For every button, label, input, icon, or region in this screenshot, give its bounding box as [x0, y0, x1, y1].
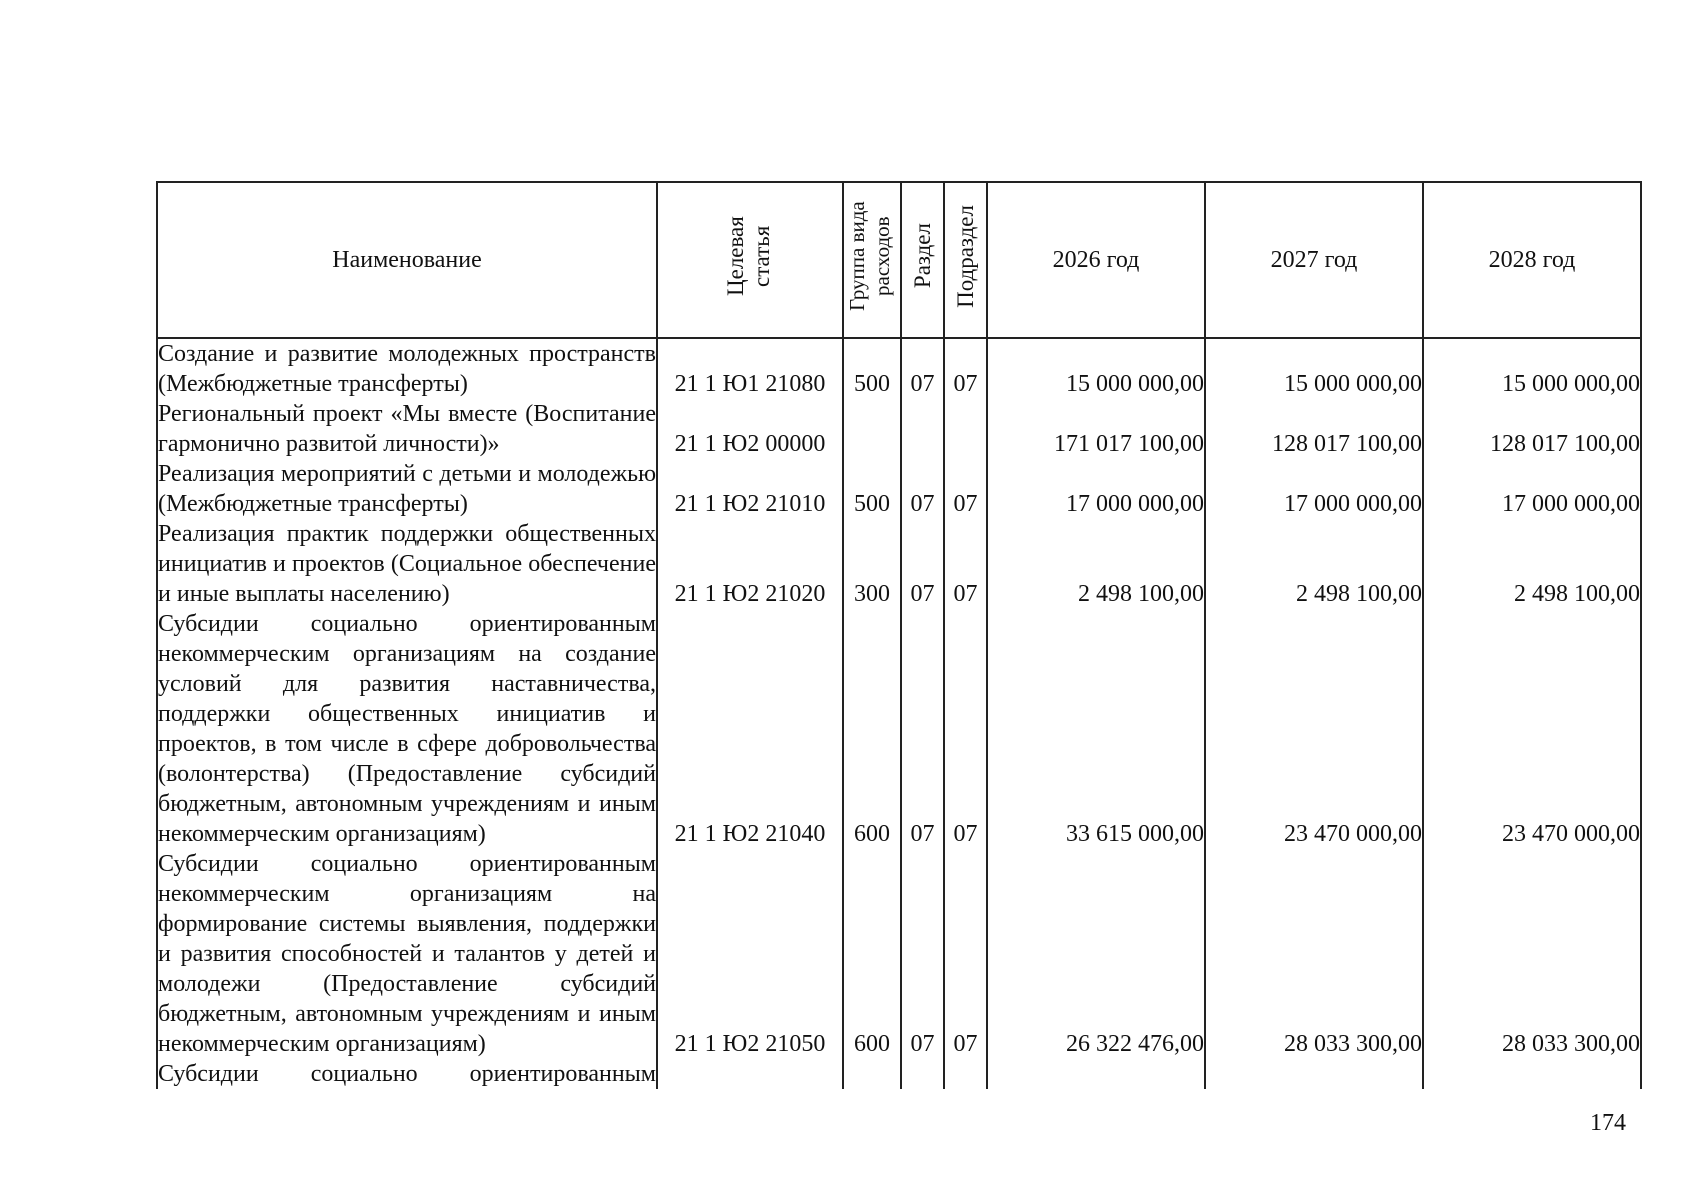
cell-y2027 — [1205, 1059, 1423, 1089]
cell-group: 500 — [843, 338, 901, 399]
cell-code: 21 1 Ю2 21040 — [657, 609, 843, 849]
cell-group: 600 — [843, 849, 901, 1059]
table-row — [157, 609, 1641, 849]
cell-subsection — [944, 1059, 987, 1089]
cell-code: 21 1 Ю2 21010 — [657, 459, 843, 519]
table-header-row — [157, 182, 1641, 338]
page-number: 174 — [1590, 1110, 1626, 1136]
cell-subsection: 07 — [944, 338, 987, 399]
cell-y2028: 15 000 000,00 — [1423, 338, 1641, 399]
cell-group — [843, 1059, 901, 1089]
cell-code: 21 1 Ю1 21080 — [657, 338, 843, 399]
cell-y2028: 128 017 100,00 — [1423, 399, 1641, 459]
cell-y2028: 17 000 000,00 — [1423, 459, 1641, 519]
cell-y2027: 2 498 100,00 — [1205, 519, 1423, 609]
cell-section — [901, 1059, 944, 1089]
cell-y2027: 15 000 000,00 — [1205, 338, 1423, 399]
cell-y2026 — [987, 1059, 1205, 1089]
cell-group — [843, 399, 901, 459]
header-2028: 2028 год — [1423, 182, 1641, 338]
cell-code — [657, 1059, 843, 1089]
cell-group: 500 — [843, 459, 901, 519]
cell-name: Создание и развитие молодежных пространств (Межбюджетные трансферты) — [157, 338, 657, 399]
header-section: Раздел — [901, 182, 944, 338]
cell-y2026: 33 615 000,00 — [987, 609, 1205, 849]
cell-name: Субсидии социально ориентированным некоммерческим организациям на создание условий для развития наставничества, поддержки общественных инициатив и проектов, в том числе в сфере добровольчества (волонтерства) (Предоставление субсидий бюджетным, автономным учреждениям и иным некоммерческим организациям) — [158, 611, 656, 847]
header-2027: 2027 год — [1205, 182, 1423, 338]
table-row — [157, 459, 1641, 519]
cell-section: 07 — [901, 519, 944, 609]
cell-y2026: 2 498 100,00 — [987, 519, 1205, 609]
cell-y2028: 28 033 300,00 — [1423, 849, 1641, 1059]
table-row — [157, 399, 1641, 459]
cell-subsection: 07 — [944, 609, 987, 849]
cell-y2027: 28 033 300,00 — [1205, 849, 1423, 1059]
table-body — [157, 338, 1641, 1089]
cell-y2028: 2 498 100,00 — [1423, 519, 1641, 609]
table-row — [157, 1059, 1641, 1089]
table-row — [157, 519, 1641, 609]
cell-y2028 — [1423, 1059, 1641, 1089]
cell-code: 21 1 Ю2 00000 — [657, 399, 843, 459]
cell-section — [901, 399, 944, 459]
header-target-article: Целевая статья — [657, 182, 843, 338]
cell-y2027: 128 017 100,00 — [1205, 399, 1423, 459]
cell-section: 07 — [901, 459, 944, 519]
cell-subsection: 07 — [944, 849, 987, 1059]
cell-name: Региональный проект «Мы вместе (Воспитание гармонично развитой личности)» — [158, 401, 656, 457]
cell-y2027: 17 000 000,00 — [1205, 459, 1423, 519]
header-name: Наименование — [157, 182, 657, 338]
cell-y2026: 17 000 000,00 — [987, 459, 1205, 519]
cell-group: 300 — [843, 519, 901, 609]
budget-table — [156, 181, 1642, 1089]
cell-name: Субсидии социально ориентированным некоммерческим организациям на формирование системы выявления, поддержки и развития способностей и талантов у детей и молодежи (Предоставление субсидий бюджетным, автономным учреждениям и иным некоммерческим организациям) — [158, 851, 656, 1057]
header-expense-group: Группа вида расходов — [843, 182, 901, 338]
cell-name: Реализация практик поддержки общественных инициатив и проектов (Социальное обеспечение и иные выплаты населению) — [158, 521, 656, 607]
cell-group: 600 — [843, 609, 901, 849]
cell-y2026: 15 000 000,00 — [987, 338, 1205, 399]
table-row — [157, 849, 1641, 1059]
cell-section: 07 — [901, 849, 944, 1059]
cell-subsection — [944, 399, 987, 459]
cell-y2028: 23 470 000,00 — [1423, 609, 1641, 849]
cell-code: 21 1 Ю2 21020 — [657, 519, 843, 609]
cell-y2027: 23 470 000,00 — [1205, 609, 1423, 849]
cell-code: 21 1 Ю2 21050 — [657, 849, 843, 1059]
cell-name: Реализация мероприятий с детьми и молодежью (Межбюджетные трансферты) — [158, 461, 656, 517]
header-2026: 2026 год — [987, 182, 1205, 338]
cell-subsection: 07 — [944, 519, 987, 609]
cell-subsection: 07 — [944, 459, 987, 519]
cell-name: Субсидии социально ориентированным — [158, 1061, 656, 1087]
cell-y2026: 26 322 476,00 — [987, 849, 1205, 1059]
cell-section: 07 — [901, 609, 944, 849]
cell-section: 07 — [901, 338, 944, 399]
header-subsection: Подраздел — [944, 182, 987, 338]
table-row — [157, 338, 1641, 399]
cell-y2026: 171 017 100,00 — [987, 399, 1205, 459]
